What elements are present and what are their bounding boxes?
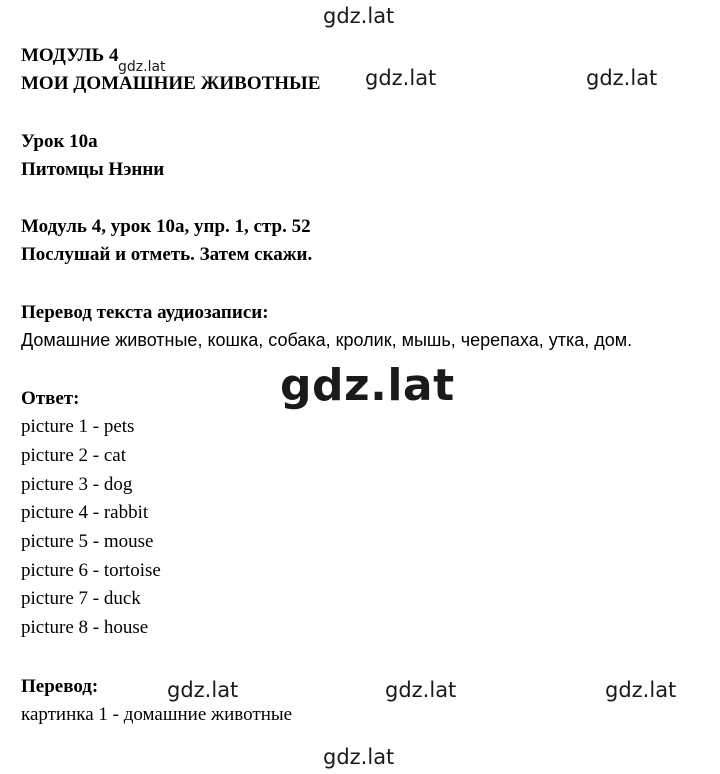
exercise-reference: Модуль 4, урок 10а, упр. 1, стр. 52 <box>21 216 311 237</box>
watermark-header-middle: gdz.lat <box>365 66 437 90</box>
answer-item: picture 3 - dog <box>21 474 133 495</box>
answer-item: picture 4 - rabbit <box>21 502 149 523</box>
watermark-small: gdz.lat <box>118 59 166 75</box>
answer-item: picture 8 - house <box>21 617 149 638</box>
watermark-footer: gdz.lat <box>323 745 395 769</box>
lesson-title: Питомцы Нэнни <box>21 159 165 180</box>
answer-item: picture 7 - duck <box>21 588 141 609</box>
lesson-label: Урок 10а <box>21 131 98 152</box>
audio-text: Домашние животные, кошка, собака, кролик, мышь, черепаха, утка, дом. <box>21 330 633 350</box>
answer-item: picture 5 - mouse <box>21 531 154 552</box>
translation-item: картинка 1 - домашние животные <box>21 704 293 725</box>
watermark-center-large: gdz.lat <box>280 360 455 411</box>
answer-item: picture 6 - tortoise <box>21 560 161 581</box>
answer-item: picture 1 - pets <box>21 416 135 437</box>
instruction: Послушай и отметь. Затем скажи. <box>21 244 313 265</box>
translation-heading: Перевод: <box>21 676 99 697</box>
watermark-bottom-left: gdz.lat <box>167 678 239 702</box>
answer-item: picture 2 - cat <box>21 445 126 466</box>
answer-heading: Ответ: <box>21 388 80 409</box>
audio-heading: Перевод текста аудиозаписи: <box>21 302 269 323</box>
watermark-bottom-right: gdz.lat <box>605 678 677 702</box>
module-title: МОИ ДОМАШНИЕ ЖИВОТНЫЕ <box>21 73 321 94</box>
watermark-top: gdz.lat <box>323 4 395 28</box>
module-label: МОДУЛЬ 4 <box>21 45 119 66</box>
watermark-bottom-middle: gdz.lat <box>385 678 457 702</box>
watermark-header-right: gdz.lat <box>586 66 658 90</box>
